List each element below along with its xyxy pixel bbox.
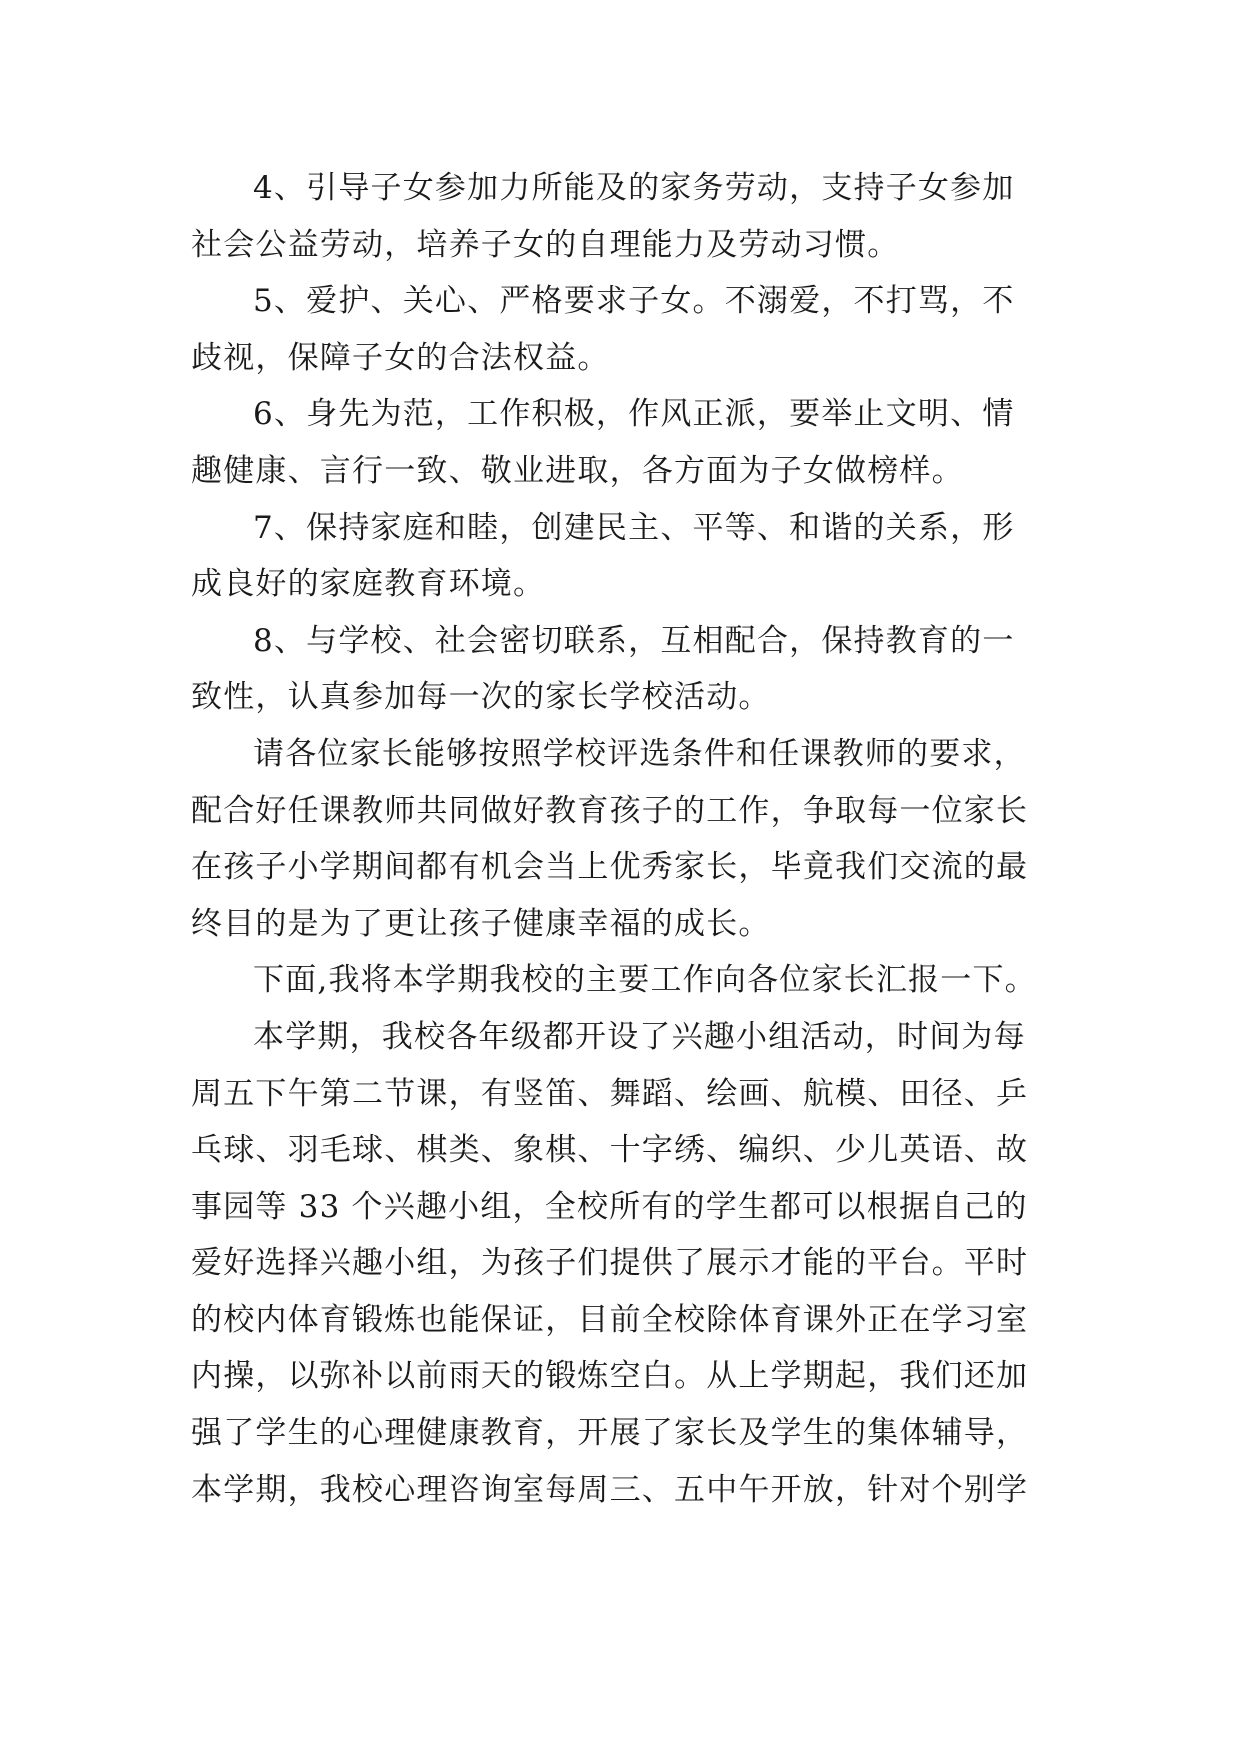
text-line: 5、爱护、关心、严格要求子女。不溺爱，不打骂，不 — [253, 283, 1015, 320]
text-line: 成良好的家庭教育环境。 — [191, 566, 546, 603]
text-line: 配合好任课教师共同做好教育孩子的工作，争取每一位家长 — [191, 792, 1029, 829]
text-line: 的校内体育锻炼也能保证，目前全校除体育课外正在学习室 — [191, 1301, 1029, 1338]
text-line: 趣健康、言行一致、敬业进取，各方面为子女做榜样。 — [191, 452, 964, 489]
text-line: 事园等 33 个兴趣小组，全校所有的学生都可以根据自己的 — [191, 1188, 1028, 1225]
text-line: 终目的是为了更让孩子健康幸福的成长。 — [191, 905, 771, 942]
document-body — [191, 160, 1051, 1518]
text-line: 本学期，我校各年级都开设了兴趣小组活动，时间为每 — [253, 1018, 1026, 1055]
text-line: 4、引导子女参加力所能及的家务劳动，支持子女参加 — [253, 170, 1015, 206]
text-line: 本学期，我校心理咨询室每周三、五中午开放，针对个别学 — [191, 1471, 1029, 1508]
text-line: 内操，以弥补以前雨天的锻炼空白。从上学期起，我们还加 — [191, 1358, 1029, 1395]
text-line: 8、与学校、社会密切联系，互相配合，保持教育的一 — [253, 622, 1015, 659]
text-line: 7、保持家庭和睦，创建民主、平等、和谐的关系，形 — [253, 509, 1015, 546]
text-line: 在孩子小学期间都有机会当上优秀家长，毕竟我们交流的最 — [191, 849, 1029, 886]
text-line: 6、身先为范，工作积极，作风正派，要举止文明、情 — [253, 396, 1015, 433]
text-line: 周五下午第二节课，有竖笛、舞蹈、绘画、航模、田径、乒 — [191, 1075, 1029, 1112]
text-line: 强了学生的心理健康教育，开展了家长及学生的集体辅导， — [191, 1415, 1029, 1452]
text-line: 歧视，保障子女的合法权益。 — [191, 339, 610, 376]
text-line: 请各位家长能够按照学校评选条件和任课教师的要求， — [253, 735, 1026, 772]
text-line: 致性，认真参加每一次的家长学校活动。 — [191, 679, 771, 716]
text-line: 下面,我将本学期我校的主要工作向各位家长汇报一下。 — [253, 962, 1037, 999]
text-line: 乓球、羽毛球、棋类、象棋、十字绣、编织、少儿英语、故 — [191, 1132, 1029, 1169]
text-line: 爱好选择兴趣小组，为孩子们提供了展示才能的平台。平时 — [191, 1245, 1029, 1282]
text-line: 社会公益劳动，培养子女的自理能力及劳动习惯。 — [191, 226, 900, 263]
